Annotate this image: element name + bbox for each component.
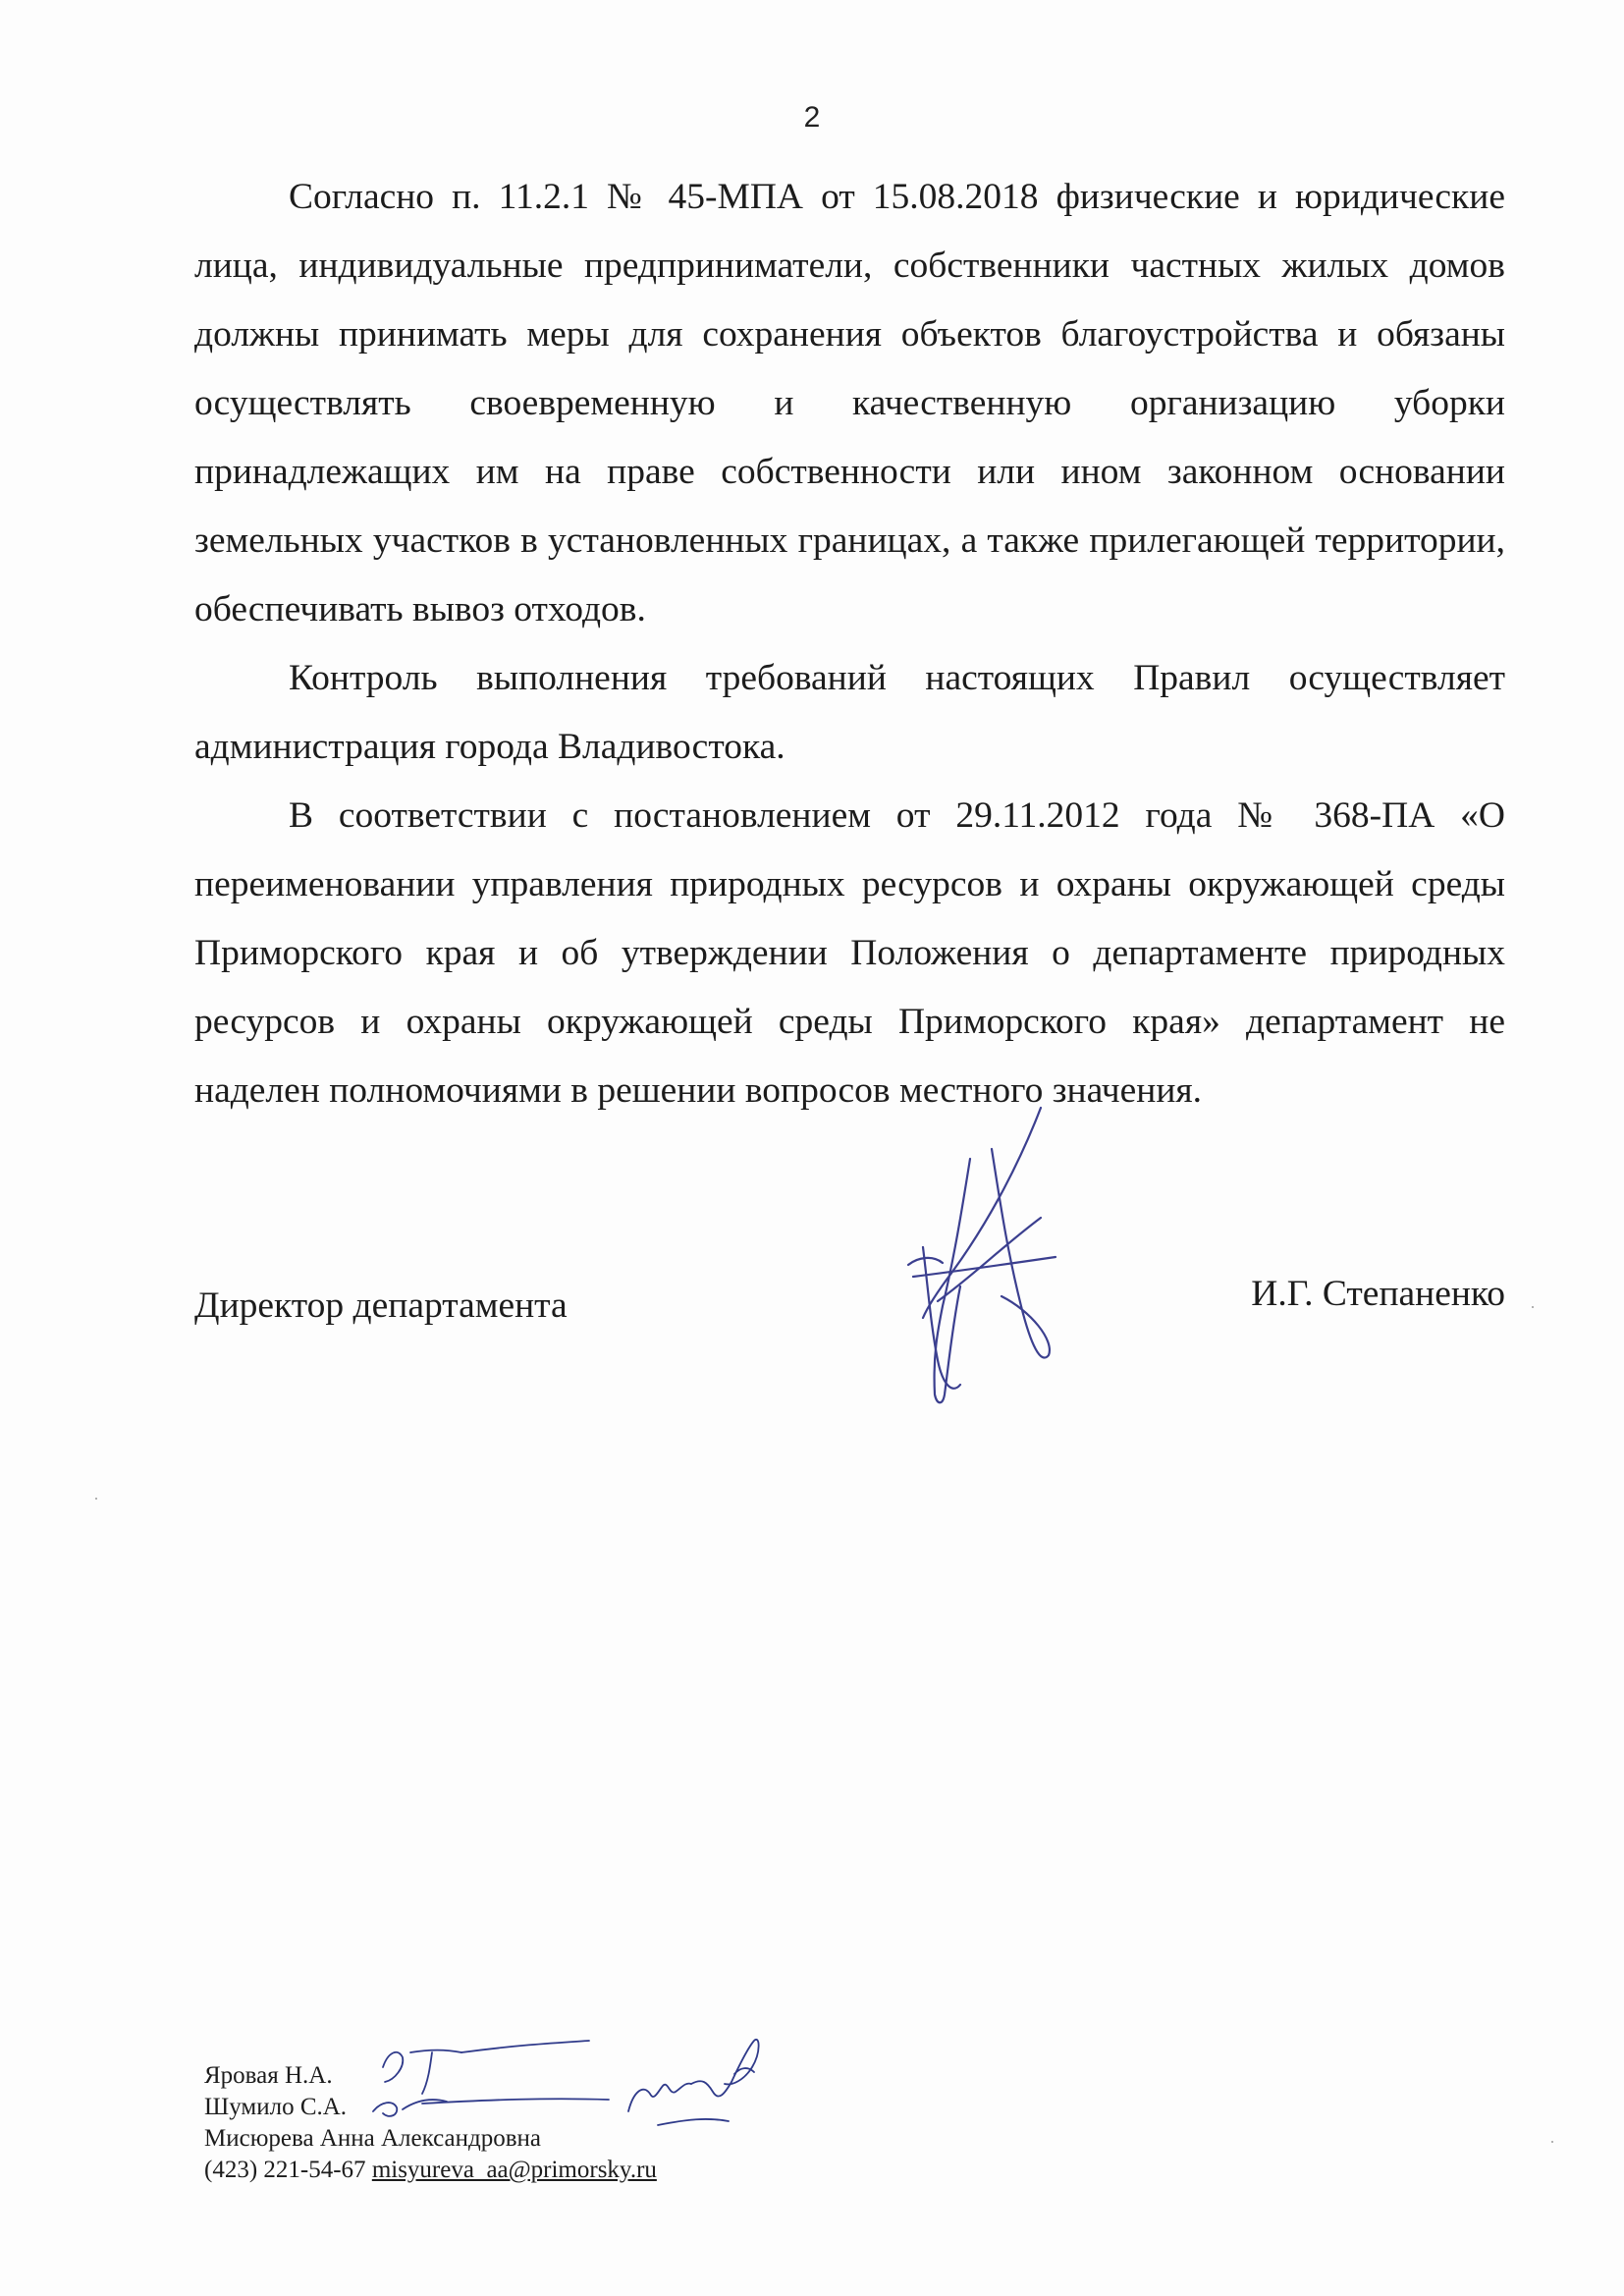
signatory-name: И.Г. Степаненко (1251, 1274, 1505, 1314)
paragraph-rules: Согласно п. 11.2.1 № 45-МПА от 15.08.2018 физические и юридические лица, индивидуальные предприниматели, собственники частных жилых домов должны принимать меры для сохранения объектов благоустройства и обязаны осуществлять своевременную и качественную организацию уборки принадлежащих им на праве собственности или ином законном основании земельных участков в установленных границах, а также прилегающей территории, обеспечивать вывоз отходов. (194, 177, 1505, 629)
paragraph-control: Контроль выполнения требований настоящих Правил осуществляет администрация города Владивостока. (194, 658, 1505, 767)
executor-line: Шумило С.А. (204, 2094, 348, 2120)
letter-body (194, 163, 1505, 1125)
scan-speck (95, 1498, 97, 1500)
executor-line: Мисюрева Анна Александровна (204, 2125, 541, 2152)
executor-line: Яровая Н.А. (204, 2062, 333, 2089)
handwritten-signature (884, 1100, 1080, 1414)
approval-initials (363, 2023, 825, 2131)
signature-block (194, 1273, 1505, 1332)
signatory-position: Директор департамента (194, 1285, 568, 1326)
phone-number: (423) 221-54-67 (204, 2157, 366, 2183)
scan-speck (1551, 2141, 1553, 2143)
page-number: 2 (803, 101, 821, 134)
scan-speck (1532, 1306, 1534, 1308)
paragraph-resolution: В соответствии с постановлением от 29.11.2012 года № 368-ПА «О переименовании управления природных ресурсов и охраны окружающей среды Приморского края и об утверждении Положения о департаменте природных ресурсов и охраны окружающей среды Приморского края» департамент не наделен полномочиями в решении вопросов местного значения. (194, 795, 1505, 1111)
email-link[interactable]: misyureva_aa@primorsky.ru (371, 2157, 657, 2183)
contact-line (204, 2155, 657, 2186)
